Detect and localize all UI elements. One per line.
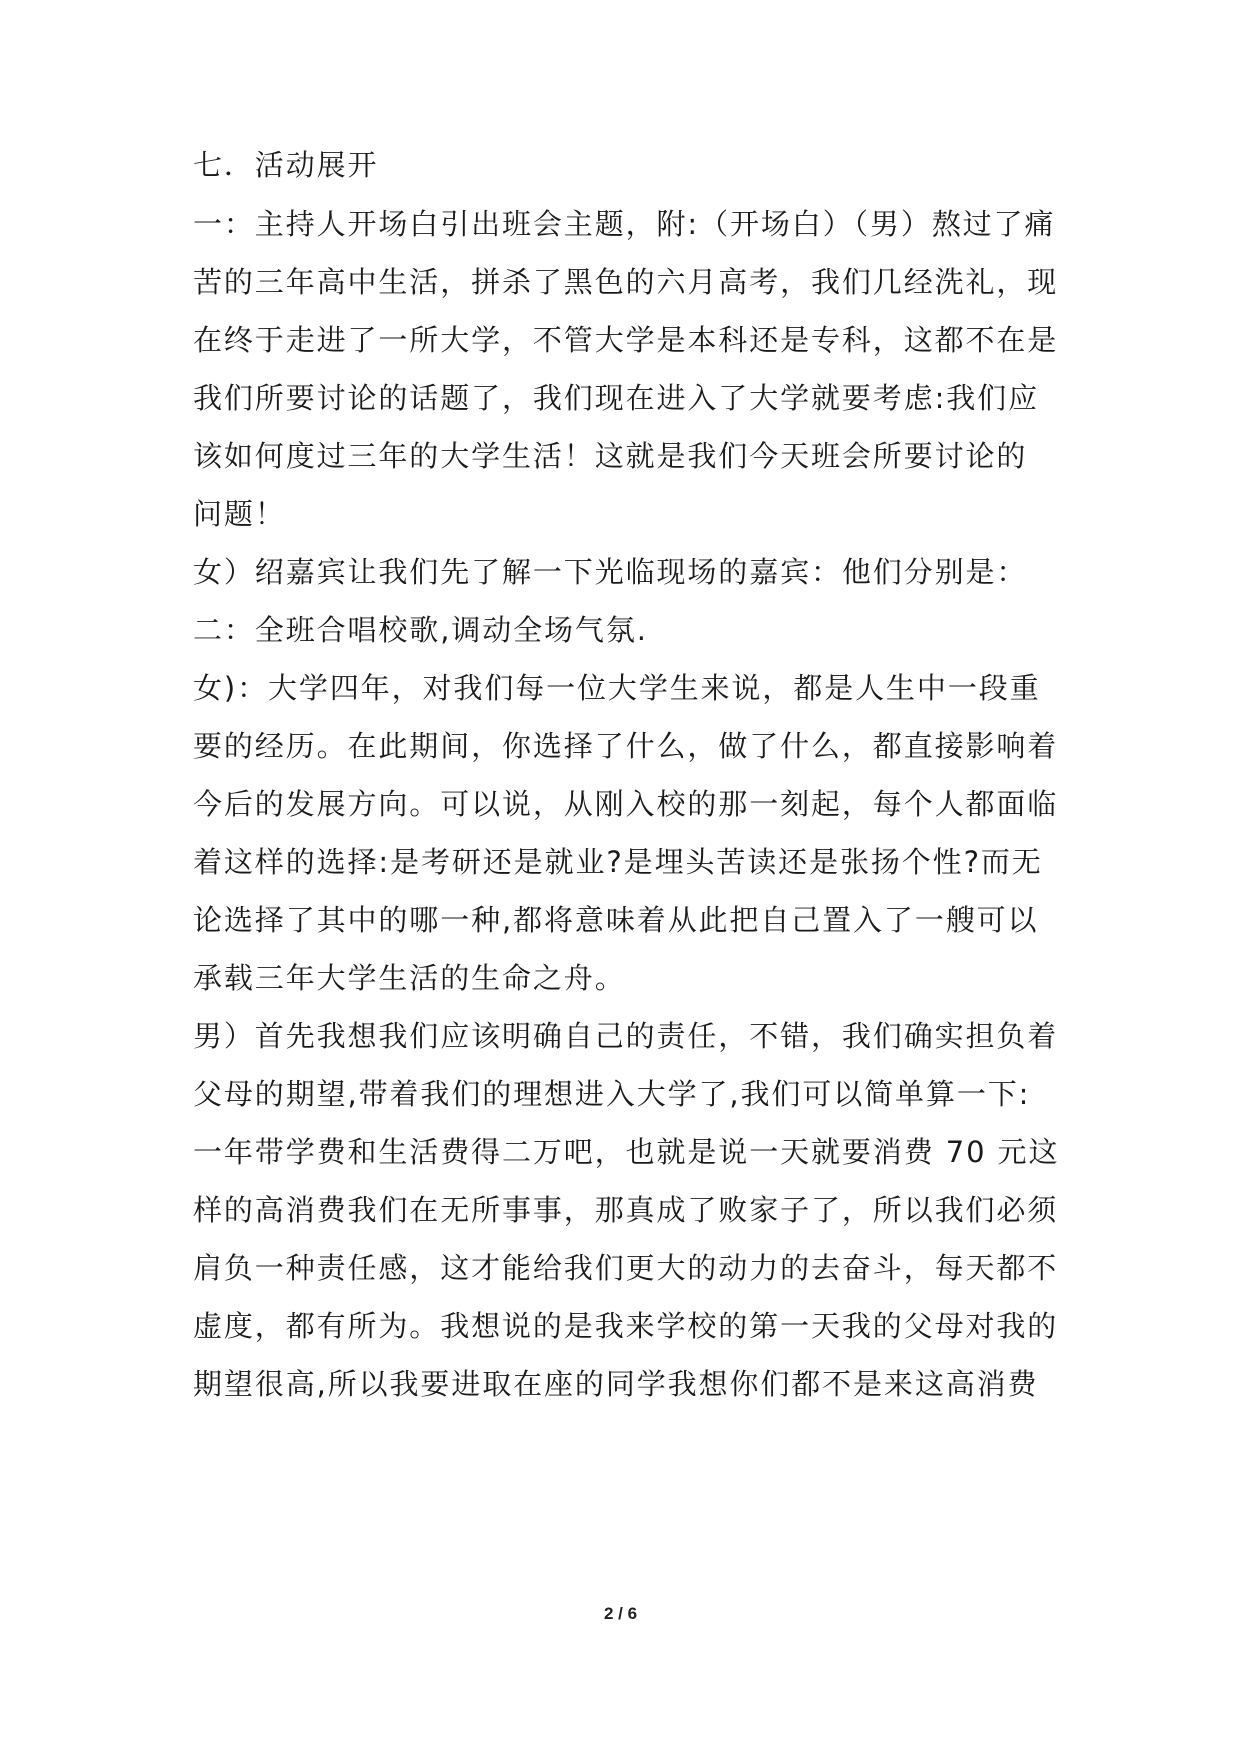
text-line: 一年带学费和生活费得二万吧，也就是说一天就要消费 70 元这	[193, 1135, 1060, 1169]
text-line: 样的高消费我们在无所事事，那真成了败家子了，所以我们必须	[193, 1193, 1059, 1227]
text-line: 今后的发展方向。可以说，从刚入校的那一刻起，每个人都面临	[193, 787, 1059, 821]
text-line: 期望很高,所以我要进取在座的同学我想你们都不是来这高消费	[193, 1367, 1039, 1401]
text-line: 该如何度过三年的大学生活！这就是我们今天班会所要讨论的	[193, 439, 1028, 473]
text-line: 在终于走进了一所大学，不管大学是本科还是专科，这都不在是	[193, 323, 1059, 357]
text-line: 父母的期望,带着我们的理想进入大学了,我们可以简单算一下:	[193, 1077, 1031, 1111]
text-line: 问题！	[193, 497, 286, 531]
text-line: 我们所要讨论的话题了，我们现在进入了大学就要考虑:我们应	[193, 381, 1039, 415]
text-line: 苦的三年高中生活，拼杀了黑色的六月高考，我们几经洗礼，现	[193, 265, 1059, 299]
page-number: 2 / 6	[603, 1604, 638, 1623]
section-heading: 七．活动展开	[193, 148, 379, 182]
text-line: 论选择了其中的哪一种,都将意味着从此把自己置入了一艘可以	[193, 903, 1039, 937]
text-line: 肩负一种责任感，这才能给我们更大的动力的去奋斗，每天都不	[193, 1251, 1059, 1285]
text-line: 要的经历。在此期间，你选择了什么，做了什么，都直接影响着	[193, 729, 1059, 763]
text-line: 承载三年大学生活的生命之舟。	[193, 961, 626, 995]
text-line: 女)：大学四年，对我们每一位大学生来说，都是人生中一段重	[193, 671, 1041, 705]
text-line: 虚度，都有所为。我想说的是我来学校的第一天我的父母对我的	[193, 1309, 1059, 1343]
text-line: 男）首先我想我们应该明确自己的责任，不错，我们确实担负着	[193, 1019, 1059, 1053]
text-line: 着这样的选择:是考研还是就业?是埋头苦读还是张扬个性?而无	[193, 845, 1043, 879]
text-line: 女）绍嘉宾让我们先了解一下光临现场的嘉宾：他们分别是：	[193, 555, 1028, 589]
text-line: 二：全班合唱校歌,调动全场气氛.	[193, 613, 648, 647]
text-line: 一：主持人开场白引出班会主题，附:（开场白）（男）熬过了痛	[193, 207, 1056, 241]
